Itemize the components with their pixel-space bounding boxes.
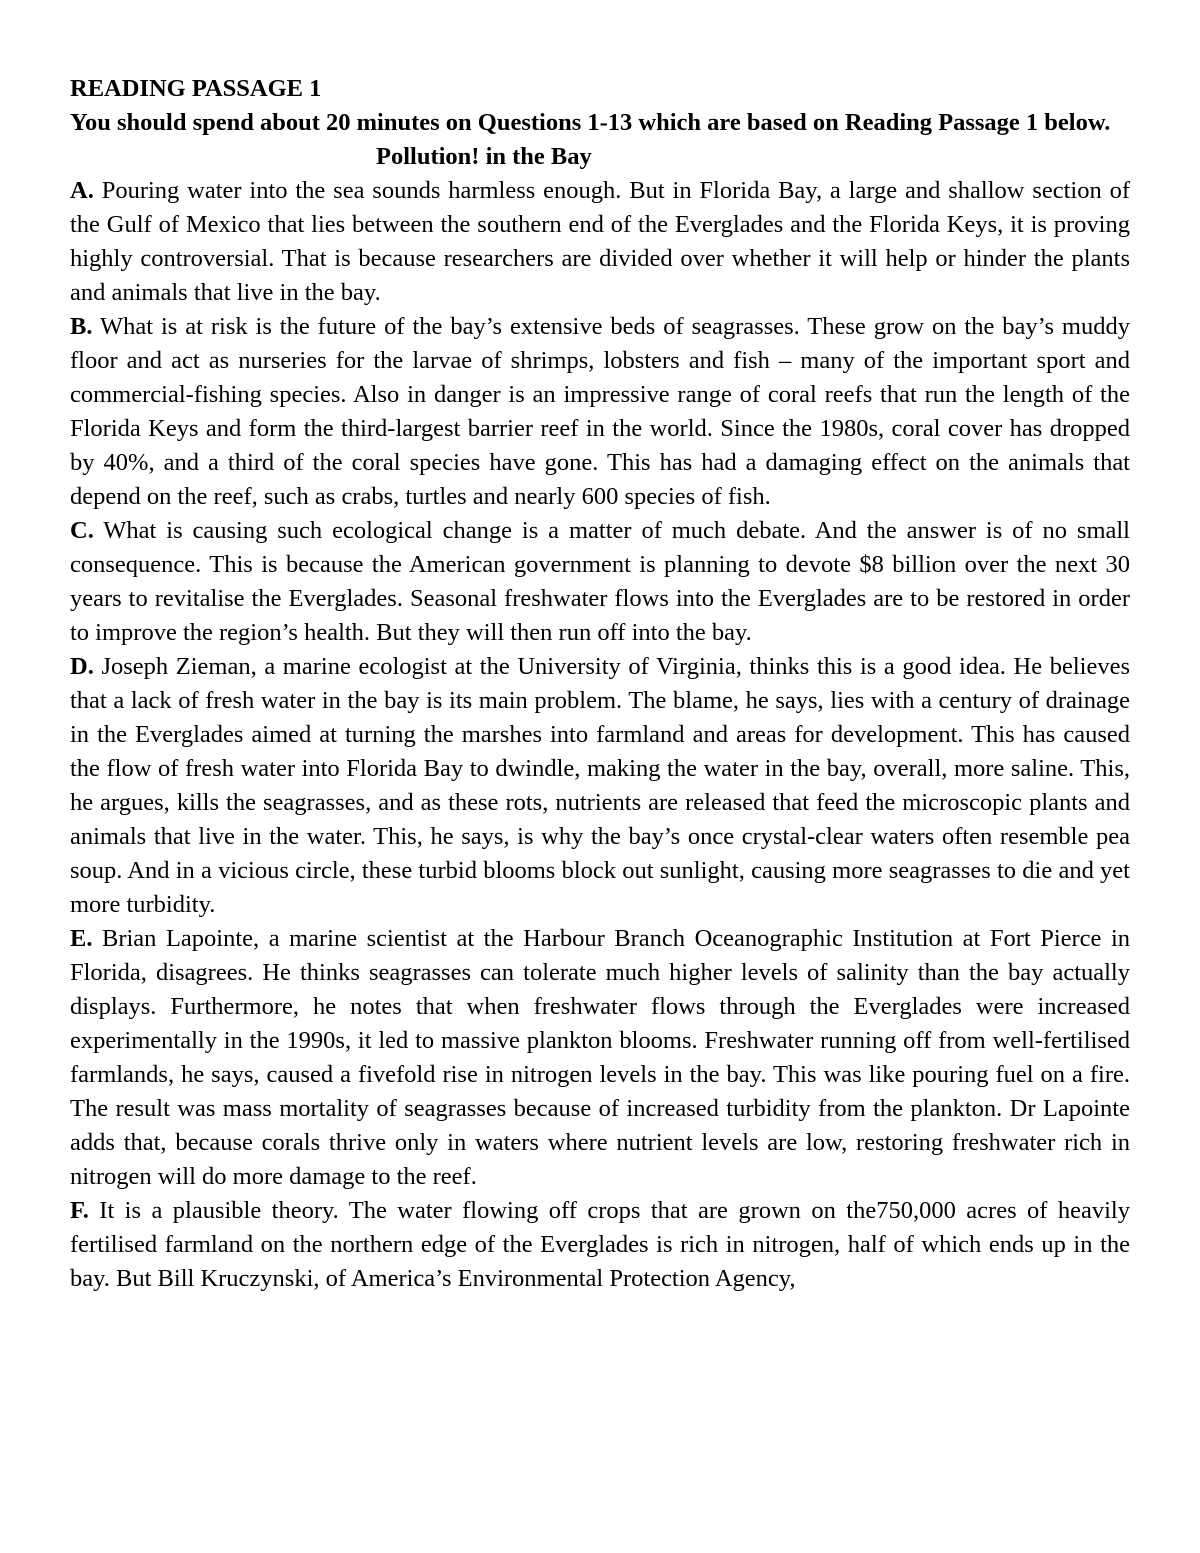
paragraph-a: [70, 174, 1130, 310]
paragraph-letter: B.: [70, 313, 93, 340]
passage-instructions: You should spend about 20 minutes on Questions 1-13 which are based on Reading Passage 1 below.: [70, 109, 1111, 136]
paragraph-d: [70, 650, 1130, 922]
paragraph-text: Pouring water into the sea sounds harmless enough. But in Florida Bay, a large and shallow section of the Gulf of Mexico that lies between the southern end of the Everglades and the Florida Keys, it is proving highly controversial. That is because researchers are divided over whether it will help or hinder the plants and animals that live in the bay.: [70, 177, 1130, 306]
paragraph-text: What is causing such ecological change is a matter of much debate. And the answer is of no small consequence. This is because the American government is planning to devote $8 billion over the next 30 years to revitalise the Everglades. Seasonal freshwater flows into the Everglades are to be restored in order to improve the region’s health. But they will then run off into the bay.: [70, 517, 1130, 646]
paragraph-c: [70, 514, 1130, 650]
passage-title: Pollution! in the Bay: [376, 143, 592, 170]
paragraph-f: [70, 1194, 1130, 1296]
paragraph-text: It is a plausible theory. The water flowing off crops that are grown on the750,000 acres of heavily fertilised farmland on the northern edge of the Everglades is rich in nitrogen, half of which ends up in the bay. But Bill Kruczynski, of America’s Environmental Protection Agency,: [70, 1197, 1130, 1292]
paragraph-letter: F.: [70, 1197, 89, 1224]
paragraph-text: What is at risk is the future of the bay’s extensive beds of seagrasses. These grow on the bay’s muddy floor and act as nurseries for the larvae of shrimps, lobsters and fish – many of the important sport and commercial-fishing species. Also in danger is an impressive range of coral reefs that run the length of the Florida Keys and form the third-largest barrier reef in the world. Since the 1980s, coral cover has dropped by 40%, and a third of the coral species have gone. This has had a damaging effect on the animals that depend on the reef, such as crabs, turtles and nearly 600 species of fish.: [70, 313, 1130, 510]
paragraph-letter: D.: [70, 653, 94, 680]
paragraph-b: [70, 310, 1130, 514]
paragraph-text: Brian Lapointe, a marine scientist at the Harbour Branch Oceanographic Institution at Fort Pierce in Florida, disagrees. He thinks seagrasses can tolerate much higher levels of salinity than the bay actually displays. Furthermore, he notes that when freshwater flows through the Everglades were increased experimentally in the 1990s, it led to massive plankton blooms. Freshwater running off from well-fertilised farmlands, he says, caused a fivefold rise in nitrogen levels in the bay. This was like pouring fuel on a fire. The result was mass mortality of seagrasses because of increased turbidity from the plankton. Dr Lapointe adds that, because corals thrive only in waters where nutrient levels are low, restoring freshwater rich in nitrogen will do more damage to the reef.: [70, 925, 1130, 1190]
paragraph-text: Joseph Zieman, a marine ecologist at the University of Virginia, thinks this is a good idea. He believes that a lack of fresh water in the bay is its main problem. The blame, he says, lies with a century of drainage in the Everglades aimed at turning the marshes into farmland and areas for development. This has caused the flow of fresh water into Florida Bay to dwindle, making the water in the bay, overall, more saline. This, he argues, kills the seagrasses, and as these rots, nutrients are released that feed the microscopic plants and animals that live in the water. This, he says, is why the bay’s once crystal-clear waters often resemble pea soup. And in a vicious circle, these turbid blooms block out sunlight, causing more seagrasses to die and yet more turbidity.: [70, 653, 1130, 918]
paragraph-letter: E.: [70, 925, 93, 952]
paragraph-letter: C.: [70, 517, 94, 544]
paragraph-letter: A.: [70, 177, 94, 204]
reading-passage: [70, 72, 1130, 1296]
passage-heading: READING PASSAGE 1: [70, 75, 322, 102]
paragraph-e: [70, 922, 1130, 1194]
